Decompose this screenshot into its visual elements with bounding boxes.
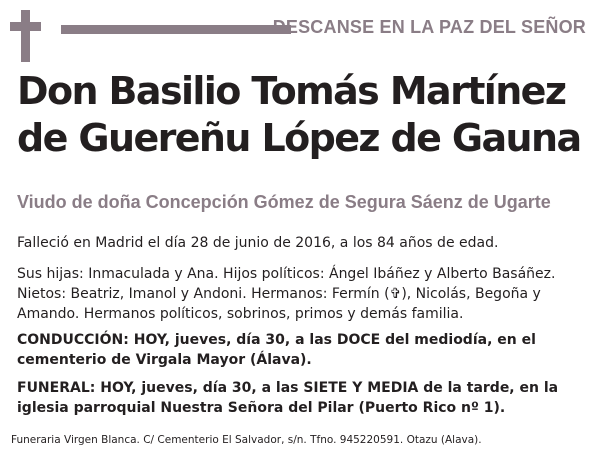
header-tagline: DESCANSE EN LA PAZ DEL SEÑOR [272,17,586,37]
deceased-name: Don Basilio Tomás Martínez de Guereñu López de Gauna [17,69,581,160]
death-notice: Falleció en Madrid el día 28 de junio de 2016, a los 84 años de edad. [17,235,499,251]
family-list: Sus hijas: Inmaculada y Ana. Hijos políticos: Ángel Ibáñez y Alberto Basáñez. Nietos: Beatriz, Imanol y Andoni. Hermanos: Fermín (✞), Nicolás, Begoña y Amando. Hermanos políticos, sobrinos, primos y demás familia. [17,266,556,322]
cross-icon [0,0,50,62]
funeral-notice: FUNERAL: HOY, jueves, día 30, a las SIETE Y MEDIA de la tarde, en la iglesia parroquial Nuestra Señora del Pilar (Puerto Rico nº 1). [17,380,559,416]
widower-of-line: Viudo de doña Concepción Gómez de Segura Sáenz de Ugarte [17,192,551,212]
funeral-home-footer: Funeraria Virgen Blanca. C/ Cementerio El Salvador, s/n. Tfno. 945220591. Otazu (Alava). [11,434,482,446]
header-divider-bar [61,25,291,34]
conduccion-notice: CONDUCCIÓN: HOY, jueves, día 30, a las DOCE del mediodía, en el cementerio de Virgala Mayor (Álava). [17,332,536,368]
